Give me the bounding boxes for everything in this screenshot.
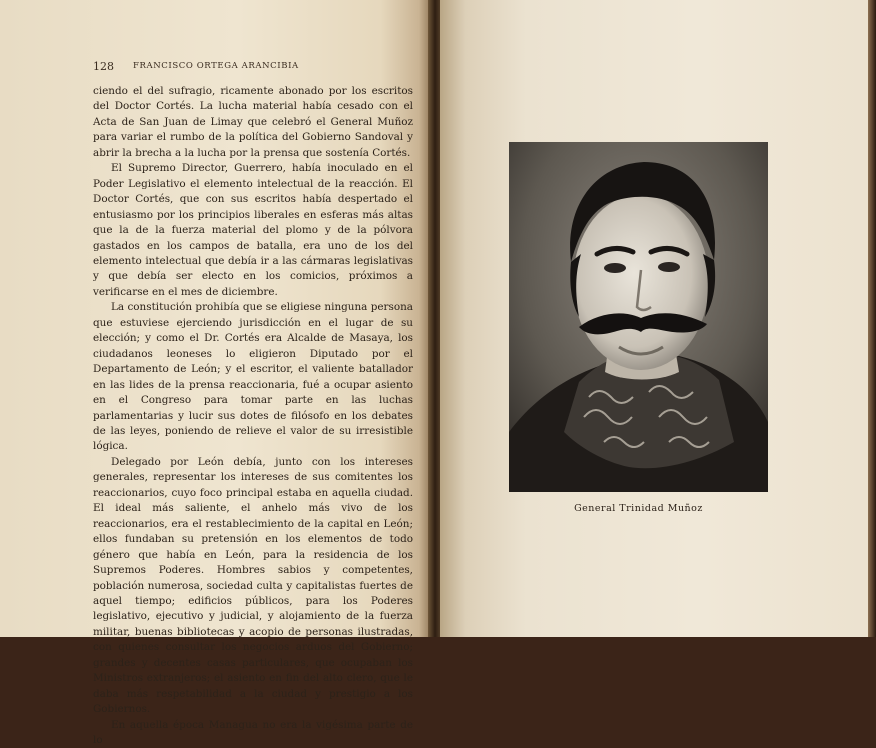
page-number: 128 <box>93 60 114 73</box>
paragraph: ciendo el del sufragio, ricamente abonado por los escritos del Doctor Cortés. La lucha material había cesado con el Acta de San Juan de Limay que celebró el General Muñoz para variar el rumbo de la política del Gobierno Sandoval y abrir la brecha a la lucha por la prensa que sostenía Cortés. <box>93 85 413 159</box>
paragraph: El Supremo Director, Guerrero, había inoculado en el Poder Legislativo el elemento intelectual de la reacción. El Doctor Cortés, que con sus escritos había despertado el entusiasmo por los principios liberales en esferas más altas que la de la fuerza material del plomo y de la pólvora gastados en los campos de batalla, era uno de los del elemento intelectual que debía ir a las cármaras legislativas y que debía ser electo en los comicios, próximos a verificarse en el mes de diciembre. <box>93 162 413 298</box>
paragraph: En aquella época Managua no era la vigésima parte de lo <box>93 718 413 747</box>
portrait-illustration <box>509 142 768 492</box>
portrait-photo <box>509 142 768 492</box>
body-text <box>93 84 413 747</box>
running-head: FRANCISCO ORTEGA ARANCIBIA <box>133 61 299 71</box>
paragraph: La constitución prohibía que se eligiese ninguna persona que estuviese ejerciendo jurisdicción en el lugar de su elección; y como el Dr. Cortés era Alcalde de Masaya, los ciudadanos leoneses lo eligieron Diputado por el Departamento de León; y el escritor, el valiente batallador en las lides de la prensa reaccionaria, fué a ocupar asiento en el Congreso para tomar parte en las luchas parlamentarias y lucir sus dotes de filósofo en los debates de las leyes, poniendo de relieve el valor de su irresistible lógica. <box>93 301 413 453</box>
portrait-caption: General Trinidad Muñoz <box>574 503 703 514</box>
page-edge <box>868 0 876 637</box>
page-header <box>93 60 413 74</box>
paragraph: Delegado por León debía, junto con los intereses generales, representar los intereses de sus comitentes los reaccionarios, cuyo foco principal estaba en aquella ciudad. El ideal más saliente, el anhelo más vivo de los reaccionarios, era el restablecimiento de la capital en León; ellos fundaban su pretensión en los elementos de todo género que había en León, para la residencia de los Supremos Poderes. Hombres sabios y competentes, población numerosa, sociedad culta y capitalistas fuertes de aquel tiempo; edificios públicos, para los Poderes legislativo, ejecutivo y judicial, y alojamiento de la fuerza militar, buenas bibliotecas y acopio de personas ilustradas, con quienes consultar los negocios arduos del Gobierno; grandes y decentes casas particulares, que ocupaban los Ministros extranjeros; el asiento en fin del alto clero, que le daba más respetabilidad a la ciudad y prestigio a los Gobiernos. <box>93 455 413 716</box>
